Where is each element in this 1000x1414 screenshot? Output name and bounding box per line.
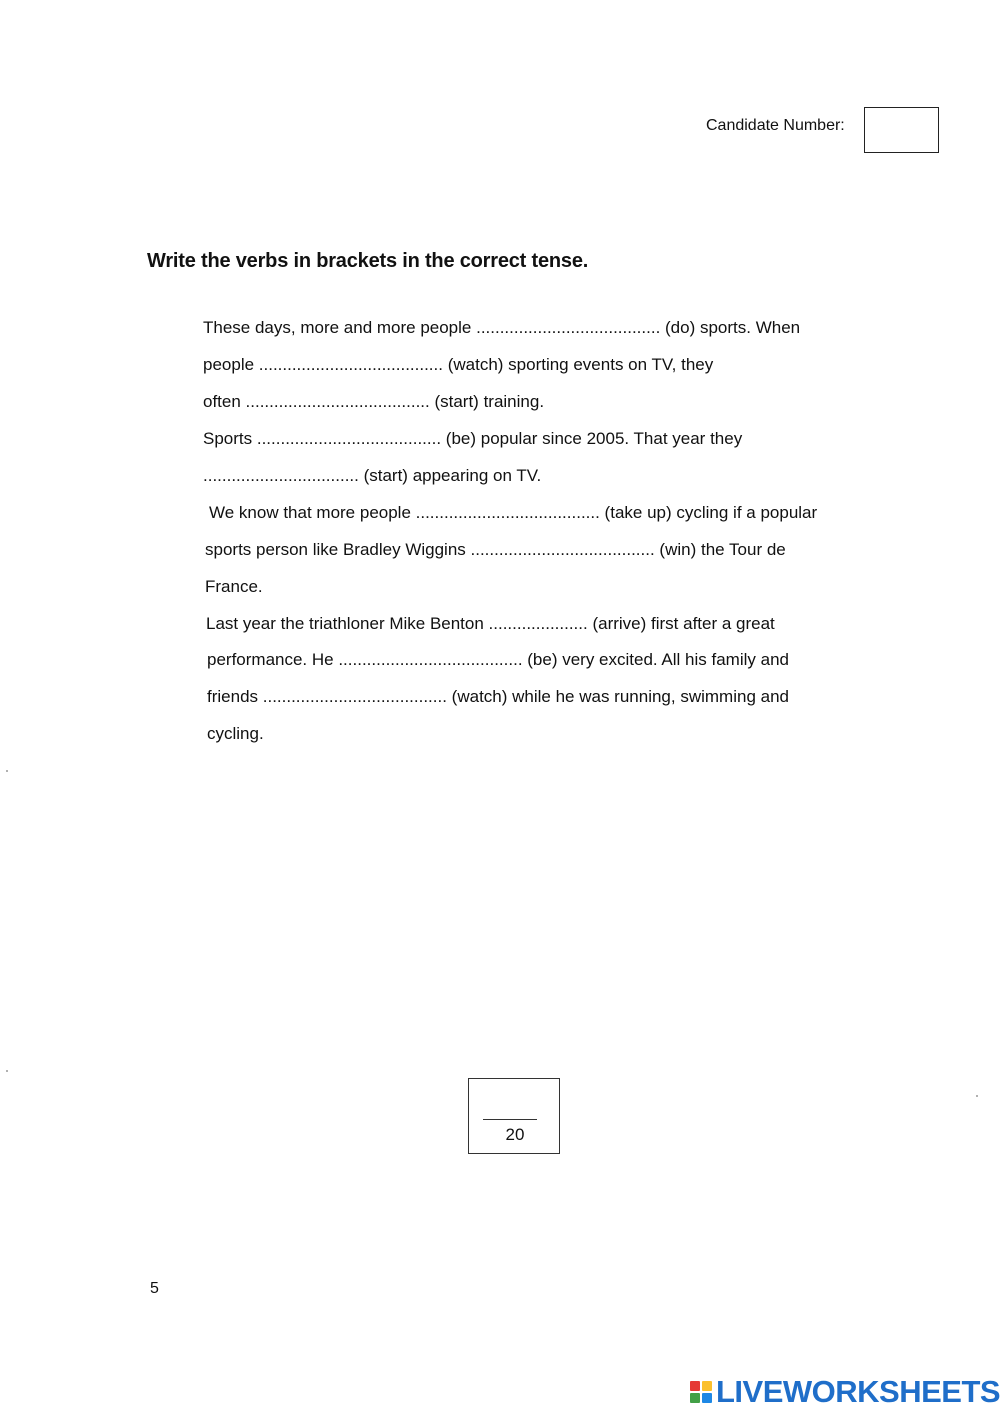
- scan-speck: [6, 1070, 8, 1072]
- exercise-line: France.: [205, 577, 263, 596]
- exercise-line: These days, more and more people ....................................... (do) sports. When: [203, 318, 801, 337]
- liveworksheets-brand-text: LIVEWORKSHEETS: [716, 1374, 1000, 1409]
- score-total: 20: [505, 1125, 525, 1144]
- exercise-line: performance. He ....................................... (be) very excited. All his family and: [207, 650, 789, 669]
- exercise-line: sports person like Bradley Wiggins ....................................... (win) the Tour de: [205, 540, 786, 559]
- exercise-line: people ....................................... (watch) sporting events on TV, they: [203, 355, 714, 374]
- exercise-line: friends ....................................... (watch) while he was running, swimming and: [207, 687, 789, 706]
- candidate-number-label: Candidate Number:: [706, 117, 845, 134]
- scan-speck: [6, 770, 8, 772]
- page-number: 5: [150, 1280, 159, 1297]
- candidate-number-box[interactable]: [864, 107, 939, 153]
- score-line: [483, 1119, 537, 1120]
- exercise-line: Last year the triathloner Mike Benton ..................... (arrive) first after a great: [206, 614, 775, 633]
- exercise-line: ................................. (start) appearing on TV.: [203, 466, 542, 485]
- exercise-line: Sports ....................................... (be) popular since 2005. That year they: [203, 429, 743, 448]
- liveworksheets-logo: [690, 1374, 1000, 1410]
- exercise-instruction: Write the verbs in brackets in the correct tense.: [147, 250, 589, 272]
- liveworksheets-logo-icon: [690, 1381, 712, 1403]
- scan-speck: [976, 1095, 978, 1097]
- exercise-line: cycling.: [207, 724, 264, 743]
- exercise-line: often ....................................... (start) training.: [203, 392, 545, 411]
- exercise-line: We know that more people ....................................... (take up) cycling if a popular: [209, 503, 818, 522]
- score-box: [468, 1078, 560, 1154]
